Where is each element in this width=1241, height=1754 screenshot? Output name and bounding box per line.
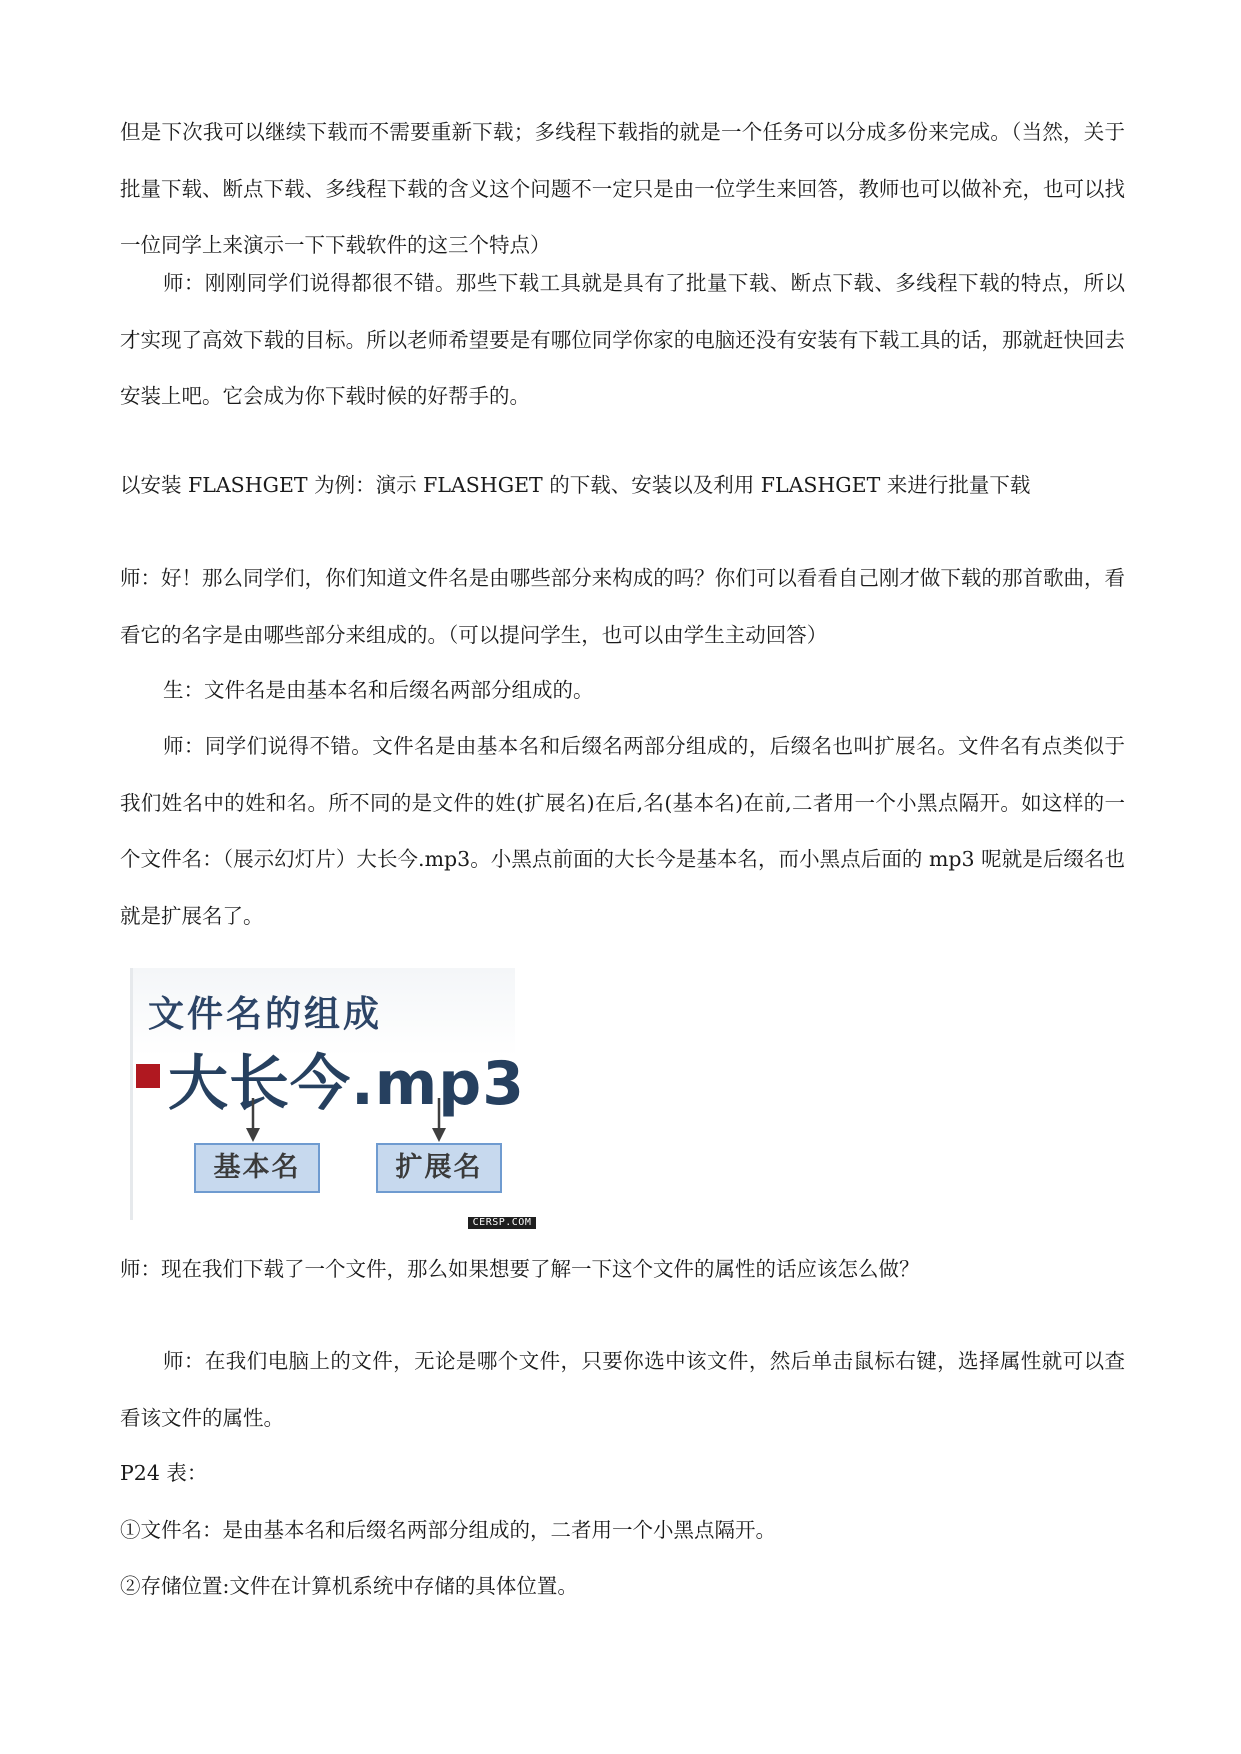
filename-composition-figure [130,968,538,1228]
base-name-box: 基本名 [194,1143,320,1193]
arrow-to-ext-icon [432,1098,446,1142]
paragraph-teacher-comment: 师：刚刚同学们说得都很不错。那些下载工具就是具有了批量下载、断点下载、多线程下载的特点，所以才实现了高效下载的目标。所以老师希望要是有哪位同学你家的电脑还没有安装有下载工具的话，那就赶快回去安装上吧。它会成为你下载时候的好帮手的。 [120,271,1125,408]
paragraph-properties-question: 师：现在我们下载了一个文件，那么如果想要了解一下这个文件的属性的话应该怎么做？ [120,1257,920,1281]
paragraph-student-answer: 生：文件名是由基本名和后缀名两部分组成的。 [163,678,594,702]
arrow-to-base-icon [246,1098,260,1142]
figure-watermark: CERSP.COM [468,1217,536,1229]
paragraph-item-location: ②存储位置:文件在计算机系统中存储的具体位置。 [120,1574,578,1598]
paragraph-properties-answer: 师：在我们电脑上的文件，无论是哪个文件，只要你选中该文件，然后单击鼠标右键，选择属性就可以查看该文件的属性。 [120,1349,1125,1430]
paragraph-item-filename: ①文件名：是由基本名和后缀名两部分组成的，二者用一个小黑点隔开。 [120,1518,776,1542]
paragraph-filename-question: 师：好！那么同学们，你们知道文件名是由哪些部分来构成的吗？你们可以看看自己刚才做下载的那首歌曲，看看它的名字是由哪些部分来组成的。（可以提问学生，也可以由学生主动回答） [120,566,1125,647]
figure-filename: 大长今.mp3 [168,1049,526,1119]
paragraph-filename-explanation: 师：同学们说得不错。文件名是由基本名和后缀名两部分组成的，后缀名也叫扩展名。文件名有点类似于我们姓名中的姓和名。所不同的是文件的姓(扩展名)在后,名(基本名)在前,二者用一个小黑点隔开。如这样的一个文件名：（展示幻灯片）大长今.mp3。小黑点前面的大长今是基本名，而小黑点后面的 mp3 呢就是后缀名也就是扩展名了。 [120,734,1125,928]
paragraph-flashget-demo: 以安装 FLASHGET 为例：演示 FLASHGET 的下载、安装以及利用 FLASHGET 来进行批量下载 [120,473,1031,497]
extension-name-box: 扩展名 [376,1143,502,1193]
figure-title: 文件名的组成 [148,993,383,1035]
paragraph-table-ref: P24 表： [120,1461,208,1485]
paragraph-download-features: 但是下次我可以继续下载而不需要重新下载；多线程下载指的就是一个任务可以分成多份来完成。（当然，关于批量下载、断点下载、多线程下载的含义这个问题不一定只是由一位学生来回答，教师也可以做补充，也可以找一位同学上来演示一下下载软件的这三个特点） [120,120,1125,257]
